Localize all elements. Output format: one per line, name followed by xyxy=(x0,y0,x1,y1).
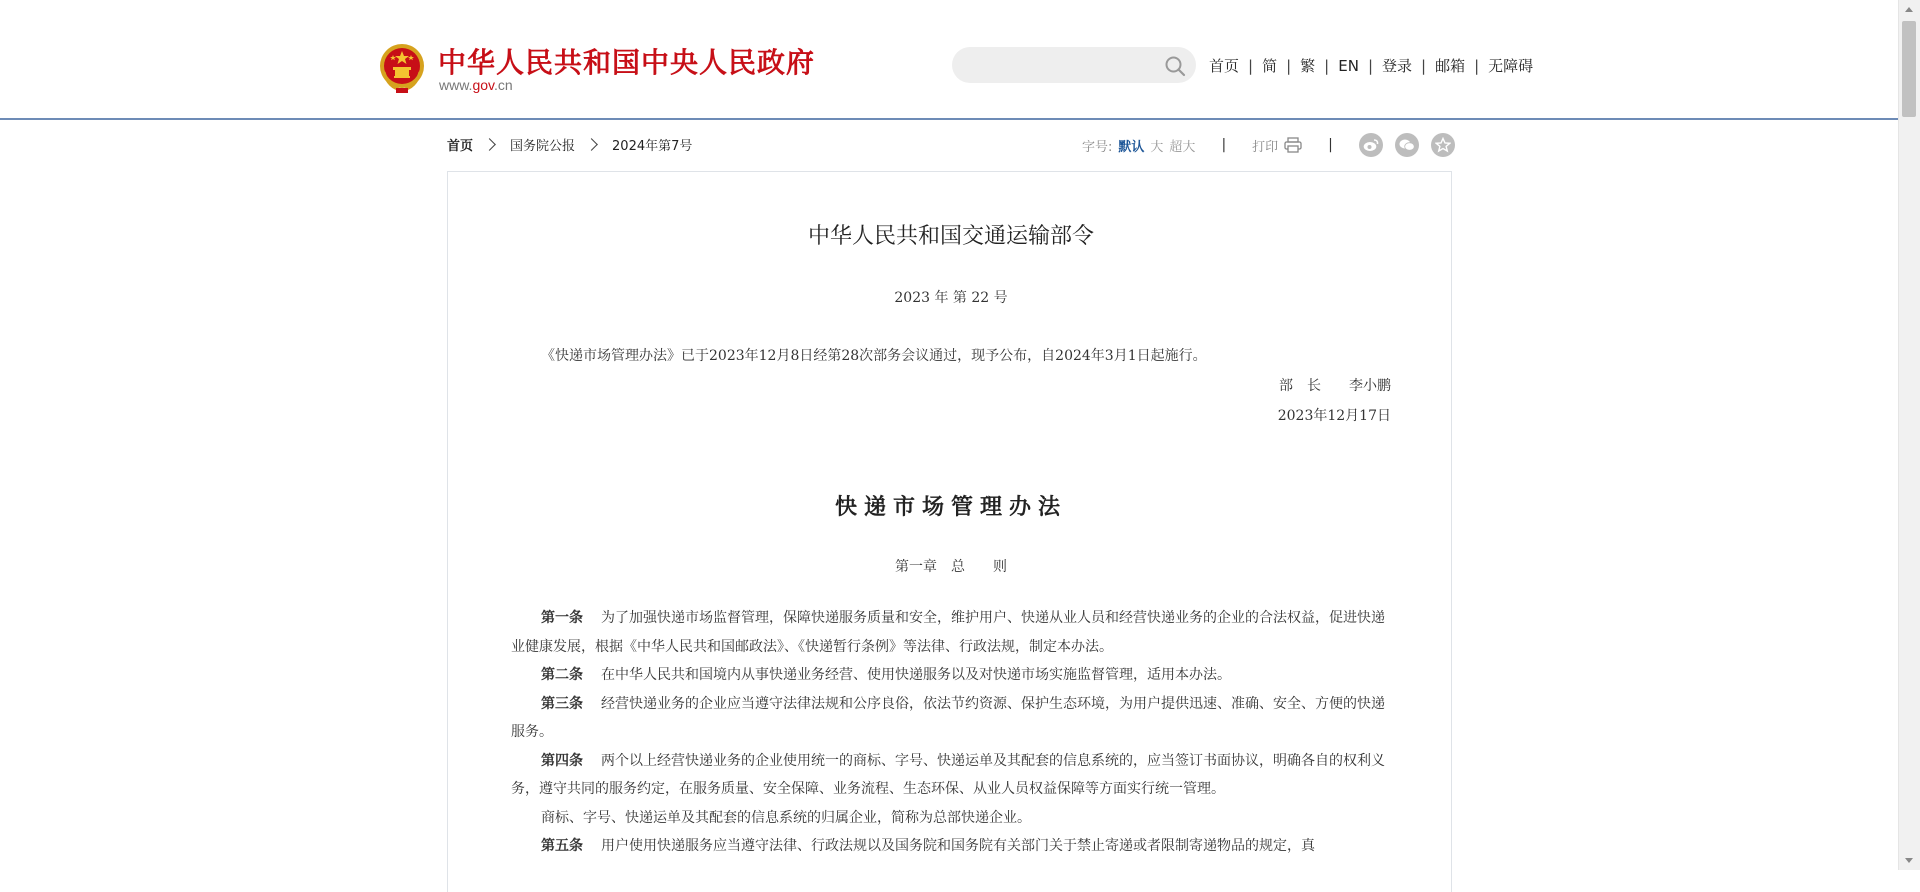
article-panel xyxy=(447,171,1452,892)
star-icon xyxy=(1435,137,1451,153)
scroll-down-arrow-icon[interactable] xyxy=(1905,858,1913,863)
article-paragraph xyxy=(511,661,1391,690)
nav-separator: | xyxy=(1324,56,1330,75)
document-date: 2023年12月17日 xyxy=(1277,408,1391,424)
article-paragraph xyxy=(511,804,1391,833)
search-icon[interactable] xyxy=(1164,55,1186,77)
favorite-star-icon[interactable] xyxy=(1431,133,1455,157)
article-label: 第二条 xyxy=(541,667,583,683)
breadcrumb xyxy=(447,135,692,154)
national-emblem-icon[interactable] xyxy=(378,42,426,94)
weibo-icon xyxy=(1363,138,1379,152)
tools-divider: | xyxy=(1328,137,1333,153)
site-url-suffix: .cn xyxy=(494,77,513,93)
nav-separator: | xyxy=(1286,56,1292,75)
scrollbar-thumb[interactable] xyxy=(1902,21,1916,117)
wechat-icon xyxy=(1399,138,1415,152)
nav-traditional[interactable]: 繁 xyxy=(1300,57,1316,75)
article-label: 第四条 xyxy=(541,752,583,769)
site-header xyxy=(0,0,1899,120)
document-title: 中华人民共和国交通运输部令 xyxy=(807,224,1094,249)
article-paragraph xyxy=(511,604,1391,661)
site-url-prefix: www. xyxy=(439,77,473,93)
breadcrumb-issue[interactable]: 2024年第7号 xyxy=(612,139,693,154)
breadcrumb-home[interactable]: 首页 xyxy=(447,139,474,154)
weibo-share-icon[interactable] xyxy=(1359,133,1383,157)
nav-simplified[interactable]: 简 xyxy=(1262,57,1278,75)
article-text: 为了加强快递市场监督管理，保障快递服务质量和安全，维护用户、快递从业人员和经营快递业务的企业的合法权益，促进快递业健康发展，根据《中华人民共和国邮政法》、《快递暂行条例》等法律、行政法规，制定本办法。 xyxy=(511,610,1385,655)
top-nav xyxy=(1209,55,1533,76)
site-title[interactable]: 中华人民共和国中央人民政府 xyxy=(438,46,816,79)
signer-name: 李小鹏 xyxy=(1349,378,1391,394)
document-intro: 《快递市场管理办法》已于2023年12月8日经第28次部务会议通过，现予公布，自2024年3月1日起施行。 xyxy=(541,348,1207,364)
law-title: 快递市场管理办法 xyxy=(834,494,1067,520)
printer-icon xyxy=(1284,137,1302,153)
nav-english[interactable]: EN xyxy=(1338,56,1359,75)
print-label: 打印 xyxy=(1252,139,1279,155)
document-signature xyxy=(1279,375,1391,395)
nav-separator: | xyxy=(1248,56,1254,75)
nav-login[interactable]: 登录 xyxy=(1382,57,1413,75)
chevron-right-icon xyxy=(483,138,496,151)
wechat-share-icon[interactable] xyxy=(1395,133,1419,157)
article-label: 第一条 xyxy=(541,610,583,626)
article-text: 商标、字号、快递运单及其配套的信息系统的归属企业，简称为总部快递企业。 xyxy=(541,809,1031,826)
nav-separator: | xyxy=(1421,56,1427,75)
search-box xyxy=(952,47,1196,83)
page-scrollbar[interactable] xyxy=(1898,0,1920,870)
article-text: 经营快递业务的企业应当遵守法律法规和公序良俗，依法节约资源、保护生态环境，为用户提供迅速、准确、安全、方便的快递服务。 xyxy=(511,695,1385,740)
chevron-right-icon xyxy=(585,138,598,151)
article-paragraph xyxy=(511,747,1391,804)
tools-divider: | xyxy=(1221,137,1227,153)
nav-mailbox[interactable]: 邮箱 xyxy=(1435,57,1466,75)
breadcrumb-gazette[interactable]: 国务院公报 xyxy=(510,139,576,154)
article-text: 在中华人民共和国境内从事快递业务经营、使用快递服务以及对快递市场实施监督管理，适用本办法。 xyxy=(601,667,1231,683)
search-input[interactable] xyxy=(966,53,1150,79)
font-size-label: 字号: xyxy=(1082,139,1113,155)
signer-title: 部 长 xyxy=(1279,378,1321,394)
article-paragraph xyxy=(511,832,1391,861)
article-paragraph xyxy=(511,690,1391,747)
article-label: 第三条 xyxy=(541,695,583,712)
article-list xyxy=(511,604,1391,861)
chapter-heading: 第一章 总 则 xyxy=(895,559,1007,575)
article-tools xyxy=(1082,130,1455,160)
article-text: 用户使用快递服务应当遵守法律、行政法规以及国务院和国务院有关部门关于禁止寄递或者限制寄递物品的规定，真 xyxy=(601,838,1315,854)
font-size-large[interactable]: 大 xyxy=(1150,139,1164,155)
nav-home[interactable]: 首页 xyxy=(1209,57,1240,75)
font-size-default[interactable]: 默认 xyxy=(1118,139,1145,155)
font-size-xlarge[interactable]: 超大 xyxy=(1169,139,1196,155)
article-label: 第五条 xyxy=(541,838,583,854)
scroll-up-arrow-icon[interactable] xyxy=(1905,7,1913,12)
nav-separator: | xyxy=(1474,56,1480,75)
site-url-brand: gov xyxy=(472,77,494,93)
nav-accessibility[interactable]: 无障碍 xyxy=(1488,57,1534,75)
site-url xyxy=(439,77,513,93)
article-text: 两个以上经营快递业务的企业使用统一的商标、字号、快递运单及其配套的信息系统的，应当签订书面协议，明确各自的权利义务，遵守共同的服务约定，在服务质量、安全保障、业务流程、生态环保、从业人员权益保障等方面实行统一管理。 xyxy=(511,752,1385,797)
nav-separator: | xyxy=(1367,56,1373,75)
document-number: 2023 年 第 22 号 xyxy=(894,290,1008,306)
print-button[interactable] xyxy=(1252,136,1302,155)
